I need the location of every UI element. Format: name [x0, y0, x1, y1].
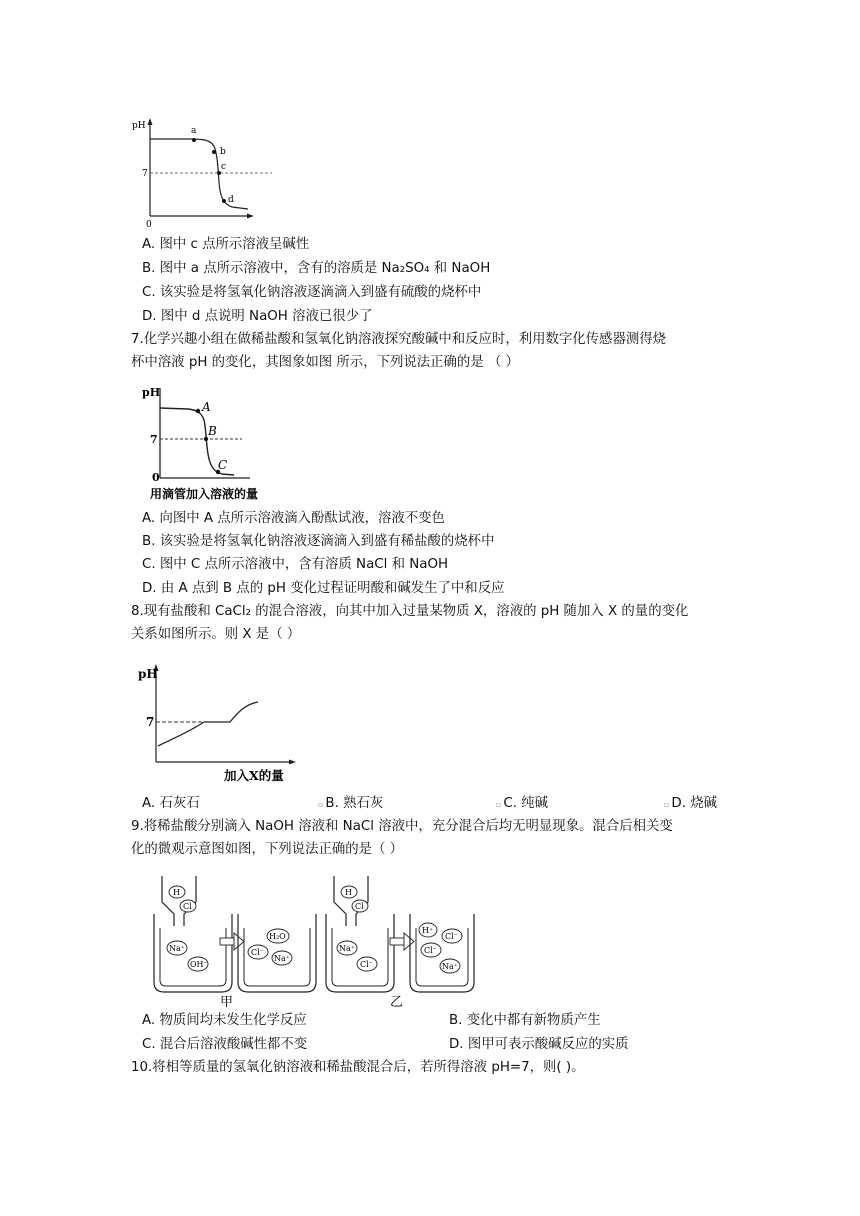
q7-option-a[interactable]: A. 向图中 A 点所示溶液滴入酚酞试液，溶液不变色 [142, 511, 445, 526]
q9-yi-dropper-ion-2: Cl [355, 902, 364, 911]
q9-jia-dropper [162, 876, 196, 926]
q9-yi-dropper-ion-1: H [345, 888, 352, 897]
q6-tick-7: 7 [142, 169, 148, 179]
q8-stem-line2: 关系如图所示。则 X 是（ ） [131, 627, 301, 642]
q9-jia-before-ion-2: OH⁻ [190, 960, 208, 969]
q9-jia-after-ion-1: H₂O [269, 932, 286, 941]
q8-option-c-text: C. 纯碱 [503, 796, 549, 811]
q8-x-axis-label: 加入X的量 [224, 768, 284, 783]
q8-option-d-text: D. 烧碱 [671, 796, 718, 811]
q9-label-jia: 甲 [220, 995, 234, 1008]
q7-x-axis-label: 用滴管加入溶液的量 [150, 487, 259, 501]
q7-tick-7: 7 [150, 433, 158, 446]
q6-option-b[interactable]: B. 图中 a 点所示溶液中，含有的溶质是 Na₂SO₄ 和 NaOH [142, 261, 491, 276]
q9-jia-beaker-before [154, 914, 232, 992]
q7-ph-graph [138, 380, 298, 502]
q8-option-a[interactable]: A. 石灰石 [142, 796, 200, 811]
q7-stem-line2: 杯中溶液 pH 的变化，其图象如图 所示，下列说法正确的是 （ ） [131, 355, 520, 370]
q7-option-d[interactable]: D. 由 A 点到 B 点的 pH 变化过程证明酸和碱发生了中和反应 [142, 581, 505, 596]
q6-point-a: a [191, 126, 197, 136]
q9-yi-after-ion-1: H⁺ [422, 926, 434, 935]
q6-point-d: d [228, 195, 234, 205]
q9-yi-before-ion-1: Na⁺ [339, 944, 355, 953]
q9-label-yi: 乙 [390, 995, 404, 1008]
q9-yi-beaker-before [326, 914, 394, 992]
q6-option-d[interactable]: D. 图中 d 点说明 NaOH 溶液已很少了 [142, 309, 373, 324]
q6-y-axis-label: pH [132, 121, 146, 131]
q8-y-axis-label: pH [138, 667, 158, 681]
q8-option-b[interactable]: ▫ B. 熟石灰 [318, 796, 384, 811]
q9-option-b[interactable]: B. 变化中都有新物质产生 [449, 1013, 601, 1028]
q9-yi-after-ion-4: Na⁺ [442, 962, 458, 971]
q7-point-b: B [208, 424, 217, 438]
q9-jia-dropper-ion-1: H [173, 888, 180, 897]
q9-stem-line2: 化的微观示意图如图，下列说法正确的是（ ） [131, 842, 404, 857]
q7-y-axis-label: pH [142, 386, 161, 399]
q9-yi-before-ion-2: Cl⁻ [360, 960, 373, 969]
q9-jia-after-ion-3: Na⁺ [274, 954, 290, 963]
q10-stem: 10.将相等质量的氢氧化钠溶液和稀盐酸混合后，若所得溶液 pH=7，则( )。 [131, 1060, 585, 1075]
q6-origin: 0 [146, 220, 152, 230]
q9-yi-after-ion-3: Cl⁻ [424, 946, 437, 955]
q9-yi-dropper [334, 876, 368, 926]
q8-tick-7: 7 [146, 715, 155, 729]
q9-option-c[interactable]: C. 混合后溶液酸碱性都不变 [142, 1037, 308, 1052]
q9-jia-after-ion-2: Cl⁻ [251, 948, 264, 957]
q8-option-b-text: B. 熟石灰 [325, 796, 384, 811]
q9-micro-diagram [150, 872, 480, 1008]
q8-option-c[interactable]: ▫ C. 纯碱 [496, 796, 549, 811]
q9-stem-line1: 9.将稀盐酸分别滴入 NaOH 溶液和 NaCl 溶液中，充分混合后均无明显现象。混合后相关变 [131, 819, 673, 834]
q6-ph-graph [128, 112, 278, 230]
q8-option-d[interactable]: ▫ D. 烧碱 [664, 796, 718, 811]
q7-point-c: C [218, 458, 228, 472]
q7-option-c[interactable]: C. 图中 C 点所示溶液中，含有溶质 NaCl 和 NaOH [142, 557, 449, 572]
q6-option-c[interactable]: C. 该实验是将氢氧化钠溶液逐滴滴入到盛有硫酸的烧杯中 [142, 285, 482, 300]
q9-option-a[interactable]: A. 物质间均未发生化学反应 [142, 1013, 307, 1028]
q7-point-a: A [202, 400, 211, 414]
q9-jia-before-ion-1: Na⁺ [169, 944, 185, 953]
q8-ph-graph [134, 656, 304, 788]
q6-option-a[interactable]: A. 图中 c 点所示溶液呈碱性 [142, 237, 310, 252]
q9-yi-beaker-after [410, 914, 474, 992]
q9-jia-beaker-after [238, 914, 316, 992]
q6-point-c: c [221, 162, 227, 172]
q9-jia-dropper-ion-2: Cl [183, 902, 192, 911]
q8-stem-line1: 8.现有盐酸和 CaCl₂ 的混合溶液，向其中加入过量某物质 X，溶液的 pH 随加入 X 的量的变化 [131, 604, 689, 619]
q7-option-b[interactable]: B. 该实验是将氢氧化钠溶液逐滴滴入到盛有稀盐酸的烧杯中 [142, 534, 495, 549]
q6-point-b: b [220, 147, 226, 157]
q7-stem-line1: 7.化学兴趣小组在做稀盐酸和氢氧化钠溶液探究酸碱中和反应时，利用数字化传感器测得烧 [131, 332, 667, 347]
q9-yi-after-ion-2: Cl⁻ [445, 932, 458, 941]
q7-origin: 0 [152, 471, 160, 484]
q9-option-d[interactable]: D. 图甲可表示酸碱反应的实质 [449, 1037, 629, 1052]
